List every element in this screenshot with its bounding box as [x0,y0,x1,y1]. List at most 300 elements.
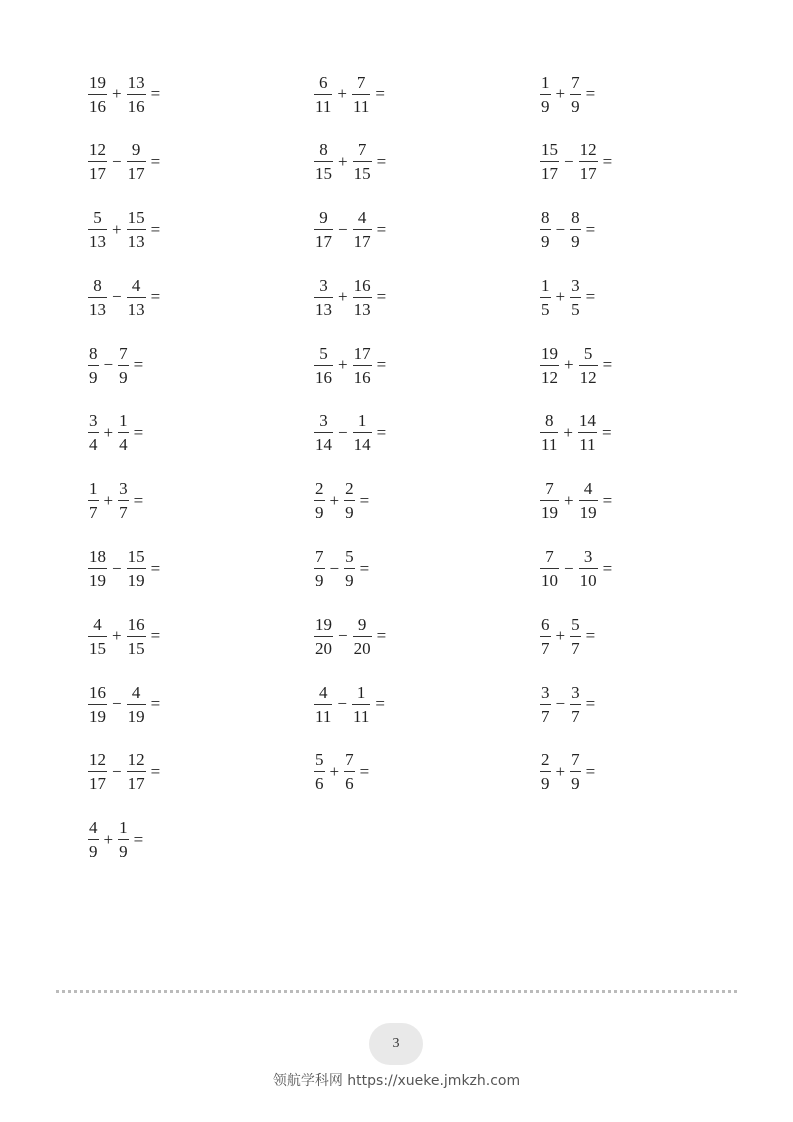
denominator: 5 [540,297,551,318]
numerator: 12 [127,750,145,770]
fraction-problem [88,682,314,726]
equals-sign: = [133,355,144,375]
first-fraction [88,751,107,792]
denominator: 10 [579,568,598,589]
equals-sign: = [150,558,161,578]
equals-sign: = [133,829,144,849]
operator: + [103,829,114,849]
denominator: 9 [314,500,325,521]
second-fraction [127,616,146,657]
equals-sign: = [602,355,613,375]
denominator: 13 [314,297,333,318]
first-fraction [540,548,559,589]
equals-sign: = [585,626,596,646]
operator: + [555,287,566,307]
numerator: 7 [357,140,367,160]
numerator: 7 [545,479,554,499]
numerator: 2 [315,479,324,499]
denominator: 19 [540,500,559,521]
first-fraction [314,480,325,521]
fraction-problem [314,411,540,455]
fraction-problem [540,411,766,455]
numerator: 9 [319,208,328,228]
second-fraction [570,684,581,725]
second-fraction [127,751,146,792]
operator: + [564,490,574,510]
second-fraction [353,412,372,453]
fraction-problem [88,275,314,319]
operator: − [338,219,348,239]
denominator: 14 [314,432,333,453]
operator: + [112,84,122,103]
equals-sign: = [585,84,596,103]
denominator: 4 [118,432,129,453]
numerator: 3 [571,275,580,295]
denominator: 9 [540,229,551,250]
second-fraction [352,74,370,115]
numerator: 8 [89,343,98,363]
equals-sign: = [602,558,613,578]
operator: + [103,490,114,510]
second-fraction [570,616,581,657]
equals-sign: = [359,490,370,510]
denominator: 9 [540,94,551,115]
second-fraction [579,141,598,182]
fraction-problem [314,208,540,252]
first-fraction [540,684,551,725]
first-fraction [88,209,107,250]
fraction-problem [540,275,766,319]
numerator: 4 [93,614,102,634]
equals-sign: = [150,626,161,646]
fraction-problem [540,682,766,726]
numerator: 3 [571,682,580,702]
denominator: 11 [540,432,558,453]
second-fraction [353,141,372,182]
denominator: 15 [314,161,333,182]
equals-sign: = [150,219,161,239]
second-fraction [352,684,370,725]
numerator: 12 [89,140,106,160]
first-fraction [540,141,559,182]
numerator: 18 [89,547,106,567]
numerator: 6 [541,614,550,634]
denominator: 7 [88,500,99,521]
fraction-problem [314,343,540,387]
equals-sign: = [376,626,387,646]
second-fraction [127,74,146,115]
equals-sign: = [133,422,144,442]
fraction-problem [540,547,766,591]
denominator: 16 [127,94,146,115]
numerator: 1 [356,682,366,702]
second-fraction [127,209,146,250]
second-fraction [344,480,355,521]
numerator: 1 [119,818,128,838]
first-fraction [540,480,559,521]
numerator: 17 [353,343,371,363]
numerator: 4 [583,479,593,499]
equals-sign: = [150,287,161,307]
second-fraction [127,548,146,589]
first-fraction [314,412,333,453]
second-fraction [579,345,598,386]
operator: + [564,355,574,375]
denominator: 19 [127,568,146,589]
numerator: 7 [356,72,366,92]
denominator: 11 [352,704,370,725]
numerator: 9 [357,614,367,634]
equals-sign: = [133,490,144,510]
equals-sign: = [375,694,385,714]
second-fraction [344,751,355,792]
first-fraction [88,345,99,386]
first-fraction [540,345,559,386]
denominator: 13 [353,297,372,318]
numerator: 14 [578,411,596,431]
denominator: 13 [127,297,146,318]
first-fraction [88,277,107,318]
numerator: 1 [541,72,550,92]
numerator: 4 [318,682,328,702]
second-fraction [353,345,372,386]
numerator: 4 [131,275,141,295]
fraction-problem [540,208,766,252]
equals-sign: = [375,84,385,103]
operator: + [555,84,566,103]
denominator: 9 [570,94,581,115]
second-fraction [127,684,146,725]
numerator: 7 [571,750,580,770]
second-fraction [570,277,581,318]
second-fraction [570,751,581,792]
second-fraction [579,548,598,589]
fraction-problem [314,682,540,726]
first-fraction [540,74,551,115]
denominator: 11 [352,94,370,115]
numerator: 9 [131,140,141,160]
first-fraction [540,209,551,250]
operator: + [112,219,122,239]
operator: − [112,694,122,714]
denominator: 19 [127,704,146,725]
second-fraction [570,74,581,115]
fraction-problem [314,140,540,184]
denominator: 15 [88,636,107,657]
equals-sign: = [376,151,387,171]
denominator: 19 [579,500,598,521]
denominator: 11 [578,432,596,453]
second-fraction [578,412,597,453]
numerator: 5 [319,343,328,363]
fraction-problem [88,614,314,658]
denominator: 16 [88,94,107,115]
denominator: 16 [314,365,333,386]
fraction-problem [314,275,540,319]
denominator: 17 [88,771,107,792]
first-fraction [540,751,551,792]
denominator: 14 [353,432,372,453]
numerator: 19 [541,343,558,363]
numerator: 15 [127,547,145,567]
numerator: 1 [89,479,98,499]
denominator: 7 [118,500,129,521]
denominator: 13 [88,229,107,250]
operator: + [112,626,122,646]
operator: + [103,422,114,442]
denominator: 9 [570,771,581,792]
fraction-problem [314,479,540,523]
numerator: 19 [89,72,106,92]
operator: − [103,355,114,375]
numerator: 5 [583,343,593,363]
numerator: 4 [131,682,141,702]
second-fraction [127,277,146,318]
numerator: 8 [93,275,102,295]
operator: − [112,287,122,307]
numerator: 16 [89,682,106,702]
denominator: 6 [314,771,325,792]
operator: + [563,422,573,442]
second-fraction [118,480,129,521]
operator: + [338,355,348,375]
denominator: 15 [353,161,372,182]
numerator: 8 [571,208,580,228]
operator: − [564,151,574,171]
numerator: 15 [127,208,145,228]
denominator: 19 [88,568,107,589]
operator: − [112,558,122,578]
equals-sign: = [359,761,370,781]
second-fraction [344,548,355,589]
first-fraction [540,412,558,453]
operator: − [338,422,348,442]
first-fraction [314,74,332,115]
denominator: 6 [344,771,355,792]
numerator: 5 [571,614,580,634]
fraction-problem [540,140,766,184]
denominator: 17 [579,161,598,182]
page-number-badge [369,1023,423,1065]
operator: + [338,151,348,171]
numerator: 7 [571,72,580,92]
equals-sign: = [376,355,387,375]
denominator: 9 [88,365,99,386]
numerator: 1 [357,411,367,431]
operator: − [112,761,122,781]
denominator: 11 [314,94,332,115]
denominator: 7 [570,636,581,657]
footer-site-text: 领航学科网 https://xueke.jmkzh.com [272,1073,521,1089]
second-fraction [118,819,129,860]
second-fraction [353,209,372,250]
denominator: 10 [540,568,559,589]
numerator: 8 [544,411,554,431]
equals-sign: = [376,219,387,239]
first-fraction [314,548,325,589]
denominator: 15 [127,636,146,657]
fraction-problem [88,140,314,184]
fraction-problem [540,343,766,387]
equals-sign: = [376,422,387,442]
denominator: 7 [570,704,581,725]
numerator: 1 [541,275,550,295]
operator: − [555,219,566,239]
numerator: 2 [541,750,550,770]
numerator: 3 [319,411,328,431]
operator: + [329,490,340,510]
fraction-problem [88,72,314,116]
numerator: 2 [345,479,354,499]
denominator: 11 [314,704,332,725]
denominator: 9 [570,229,581,250]
denominator: 16 [353,365,372,386]
equals-sign: = [376,287,387,307]
denominator: 7 [540,704,551,725]
equals-sign: = [585,694,596,714]
numerator: 12 [579,140,597,160]
dotted-divider [56,990,737,993]
fraction-problem [540,72,766,116]
first-fraction [314,616,333,657]
first-fraction [88,141,107,182]
fraction-problem [314,547,540,591]
first-fraction [88,74,107,115]
numerator: 4 [89,818,98,838]
numerator: 5 [93,208,102,228]
first-fraction [88,819,99,860]
equals-sign: = [602,490,613,510]
operator: + [555,626,566,646]
operator: + [329,761,340,781]
equals-sign: = [150,761,161,781]
first-fraction [314,209,333,250]
numerator: 8 [319,140,328,160]
numerator: 3 [319,275,328,295]
operator: − [337,694,347,714]
numerator: 13 [127,72,145,92]
numerator: 19 [315,614,332,634]
numerator: 7 [119,343,128,363]
numerator: 5 [315,750,324,770]
second-fraction [118,412,129,453]
numerator: 4 [357,208,367,228]
denominator: 12 [540,365,559,386]
numerator: 8 [541,208,550,228]
first-fraction [88,684,107,725]
denominator: 9 [344,568,355,589]
first-fraction [314,345,333,386]
denominator: 5 [570,297,581,318]
operator: − [338,626,348,646]
fraction-problem [314,72,540,116]
denominator: 9 [344,500,355,521]
equals-sign: = [585,287,596,307]
denominator: 17 [314,229,333,250]
numerator: 7 [315,547,324,567]
numerator: 3 [119,479,128,499]
numerator: 15 [541,140,558,160]
fraction-problem [88,479,314,523]
denominator: 17 [540,161,559,182]
first-fraction [88,616,107,657]
fraction-problem [314,750,540,794]
first-fraction [88,412,99,453]
equals-sign: = [359,558,370,578]
equals-sign: = [150,694,161,714]
denominator: 7 [540,636,551,657]
operator: + [338,287,348,307]
first-fraction [540,616,551,657]
denominator: 12 [579,365,598,386]
equals-sign: = [602,151,613,171]
denominator: 17 [88,161,107,182]
numerator: 3 [89,411,98,431]
denominator: 17 [127,161,146,182]
equals-sign: = [585,761,596,781]
first-fraction [314,751,325,792]
second-fraction [118,345,129,386]
denominator: 13 [127,229,146,250]
first-fraction [314,684,332,725]
numerator: 6 [318,72,328,92]
operator: − [329,558,340,578]
first-fraction [314,277,333,318]
denominator: 9 [88,839,99,860]
denominator: 13 [88,297,107,318]
denominator: 4 [88,432,99,453]
denominator: 9 [118,365,129,386]
operator: − [555,694,566,714]
denominator: 17 [353,229,372,250]
denominator: 20 [353,636,372,657]
first-fraction [88,480,99,521]
numerator: 7 [545,547,554,567]
operator: + [337,84,347,103]
equals-sign: = [150,151,161,171]
equals-sign: = [150,84,161,103]
operator: − [112,151,122,171]
equals-sign: = [585,219,596,239]
numerator: 3 [541,682,550,702]
denominator: 20 [314,636,333,657]
equals-sign: = [601,422,612,442]
operator: − [564,558,574,578]
fraction-problem [88,208,314,252]
fraction-problem [88,411,314,455]
numerator: 1 [119,411,128,431]
numerator: 16 [127,614,145,634]
second-fraction [353,616,372,657]
numerator: 12 [89,750,106,770]
second-fraction [353,277,372,318]
first-fraction [314,141,333,182]
fraction-problem [88,547,314,591]
denominator: 9 [540,771,551,792]
numerator: 5 [345,547,354,567]
fraction-problem [540,750,766,794]
fraction-problem [540,614,766,658]
fraction-problem [540,479,766,523]
first-fraction [540,277,551,318]
denominator: 17 [127,771,146,792]
page-number: 3 [392,1036,400,1051]
first-fraction [88,548,107,589]
fraction-problem [88,343,314,387]
numerator: 16 [353,275,371,295]
numerator: 7 [345,750,354,770]
problem-grid [88,72,766,886]
